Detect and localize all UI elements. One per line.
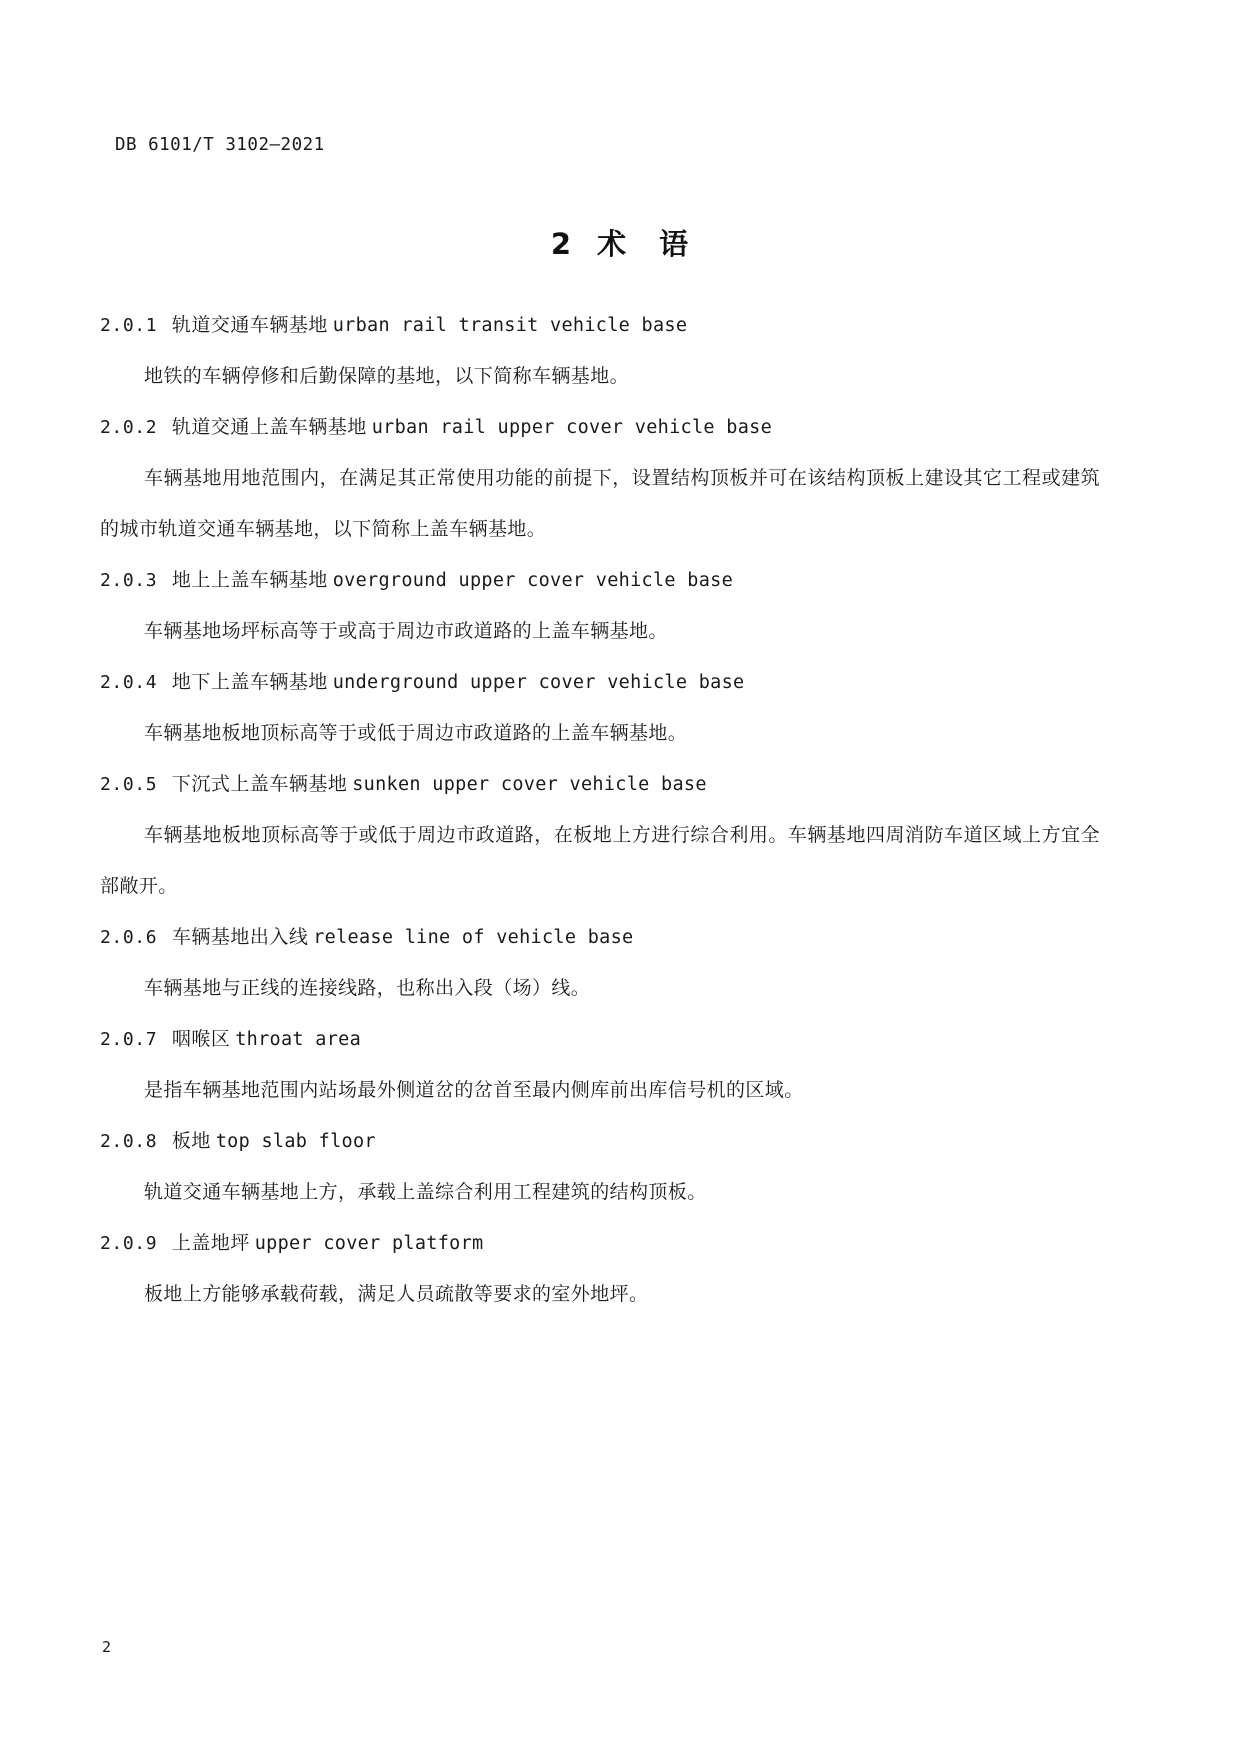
term-definition: 是指车辆基地范围内站场最外侧道岔的岔首至最内侧库前出库信号机的区域。 [144,1079,804,1101]
term-name-cn: 板地 [171,1130,211,1152]
page-number: 2 [102,1638,112,1656]
term-name-en: underground upper cover vehicle base [332,672,745,693]
term-entry [100,912,1100,1014]
term-name-en: throat area [235,1029,362,1050]
term-heading [100,402,1100,453]
term-number: 2.0.6 [100,927,158,948]
term-number: 2.0.8 [100,1131,158,1152]
term-number: 2.0.1 [100,315,158,336]
term-definition: 车辆基地板地顶标高等于或低于周边市政道路，在板地上方进行综合利用。车辆基地四周消防车道区域上方宜全部敞开。 [100,824,1100,897]
term-name-cn: 下沉式上盖车辆基地 [171,773,348,795]
term-name-en: upper cover platform [254,1233,484,1254]
term-name-cn: 轨道交通车辆基地 [171,314,328,336]
term-definition: 地铁的车辆停修和后勤保障的基地，以下简称车辆基地。 [144,365,630,387]
term-heading [100,1116,1100,1167]
term-name-en: release line of vehicle base [313,927,634,948]
chapter-title-text: 术 语 [597,227,691,261]
term-name-en: overground upper cover vehicle base [332,570,734,591]
term-name-cn: 咽喉区 [171,1028,231,1050]
term-number: 2.0.5 [100,774,158,795]
term-definition: 板地上方能够承载荷载，满足人员疏散等要求的室外地坪。 [144,1283,649,1305]
standard-code-header: DB 6101/T 3102—2021 [115,135,325,155]
term-heading [100,657,1100,708]
term-entry [100,300,1100,402]
term-entry [100,1014,1100,1116]
term-entry [100,555,1100,657]
term-entry [100,657,1100,759]
term-name-en: top slab floor [215,1131,376,1152]
term-name-cn: 车辆基地出入线 [171,926,309,948]
term-number: 2.0.2 [100,417,158,438]
term-number: 2.0.4 [100,672,158,693]
term-definition: 车辆基地板地顶标高等于或低于周边市政道路的上盖车辆基地。 [144,722,688,744]
term-heading [100,300,1100,351]
term-heading [100,912,1100,963]
term-entry [100,1116,1100,1218]
term-entry [100,402,1100,555]
term-number: 2.0.9 [100,1233,158,1254]
chapter-heading [0,222,1241,263]
term-name-cn: 地上上盖车辆基地 [171,569,328,591]
terms-list [100,300,1100,1320]
term-name-en: urban rail transit vehicle base [332,315,688,336]
term-heading [100,555,1100,606]
term-heading [100,1218,1100,1269]
term-entry [100,1218,1100,1320]
term-name-en: urban rail upper cover vehicle base [371,417,773,438]
term-name-cn: 地下上盖车辆基地 [171,671,328,693]
term-name-cn: 上盖地坪 [171,1232,250,1254]
term-name-en: sunken upper cover vehicle base [352,774,707,795]
term-definition: 车辆基地场坪标高等于或高于周边市政道路的上盖车辆基地。 [144,620,668,642]
term-name-cn: 轨道交通上盖车辆基地 [171,416,367,438]
term-entry [100,759,1100,912]
term-number: 2.0.7 [100,1029,158,1050]
term-number: 2.0.3 [100,570,158,591]
term-definition: 轨道交通车辆基地上方，承载上盖综合利用工程建筑的结构顶板。 [144,1181,707,1203]
term-heading [100,1014,1100,1065]
term-definition: 车辆基地与正线的连接线路，也称出入段（场）线。 [144,977,591,999]
term-heading [100,759,1100,810]
term-definition: 车辆基地用地范围内，在满足其正常使用功能的前提下，设置结构顶板并可在该结构顶板上建设其它工程或建筑的城市轨道交通车辆基地，以下简称上盖车辆基地。 [100,467,1100,540]
chapter-number: 2 [550,227,574,261]
